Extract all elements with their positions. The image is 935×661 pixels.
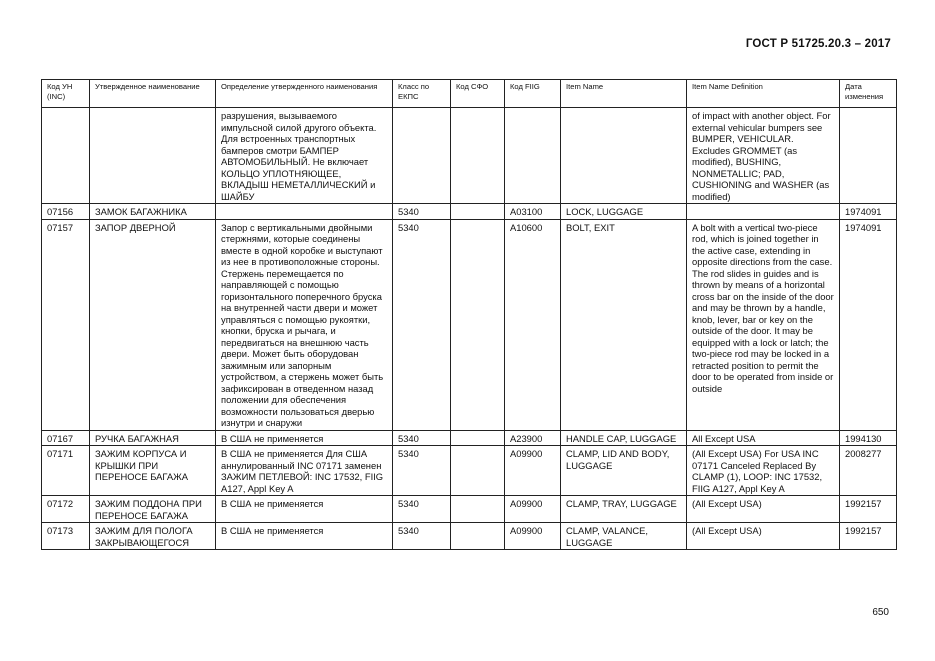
cell-item-name: LOCK, LUGGAGE <box>561 204 687 220</box>
cell-definition-ru: В США не применяется <box>216 523 393 550</box>
cell-inc: 07173 <box>42 523 90 550</box>
header-name-ru: Утвержденное наименование <box>90 80 216 108</box>
cell-date: 2008277 <box>840 446 897 496</box>
header-sfo: Код СФО <box>451 80 505 108</box>
cell-sfo <box>451 430 505 446</box>
cell-inc <box>42 108 90 204</box>
cell-definition-en: (All Except USA) For USA INC 07171 Canceled Replaced By CLAMP (1), LOOP: INC 17532, FIIG A127, Appl Key A <box>687 446 840 496</box>
cell-sfo <box>451 108 505 204</box>
table-row <box>42 446 897 496</box>
cell-fiig <box>505 108 561 204</box>
cell-fiig: A09900 <box>505 496 561 523</box>
table-row <box>42 219 897 430</box>
cell-inc: 07167 <box>42 430 90 446</box>
cell-ekps: 5340 <box>393 446 451 496</box>
cell-definition-en: All Except USA <box>687 430 840 446</box>
cell-inc: 07171 <box>42 446 90 496</box>
cell-definition-ru: В США не применяется <box>216 496 393 523</box>
cell-definition-ru: разрушения, вызываемого импульсной силой другого объекта. Для встроенных транспортных бамперов смотри БАМПЕР АВТОМОБИЛЬНЫЙ. Не включает КОЛЬЦО УПЛОТНЯЮЩЕЕ, ВКЛАДЫШ НЕМЕТАЛЛИЧЕСКИЙ и ШАЙБУ <box>216 108 393 204</box>
cell-ekps: 5340 <box>393 219 451 430</box>
cell-ekps: 5340 <box>393 204 451 220</box>
cell-ekps: 5340 <box>393 523 451 550</box>
cell-name-ru: РУЧКА БАГАЖНАЯ <box>90 430 216 446</box>
cell-sfo <box>451 523 505 550</box>
cell-sfo <box>451 204 505 220</box>
cell-definition-en: A bolt with a vertical two-piece rod, which is joined together in the active case, extending in opposite directions from the case. The rod slides in guides and is thrown by means of a horizontal cross bar on the inside of the door and may be thrown by a handle, knob, lever, bar or key on the outside of the door. It may be equipped with a lock or latch; the two-piece rod may be locked in a retracted position to permit the door to be operated from inside or outside <box>687 219 840 430</box>
cell-fiig: A03100 <box>505 204 561 220</box>
cell-fiig: A23900 <box>505 430 561 446</box>
cell-item-name: BOLT, EXIT <box>561 219 687 430</box>
header-date: Дата изменения <box>840 80 897 108</box>
cell-item-name: CLAMP, TRAY, LUGGAGE <box>561 496 687 523</box>
table-row <box>42 496 897 523</box>
header-item-name: Item Name <box>561 80 687 108</box>
cell-ekps: 5340 <box>393 496 451 523</box>
document-header: ГОСТ Р 51725.20.3 – 2017 <box>745 38 891 50</box>
header-fiig: Код FIIG <box>505 80 561 108</box>
cell-item-name: CLAMP, LID AND BODY, LUGGAGE <box>561 446 687 496</box>
cell-date: 1992157 <box>840 523 897 550</box>
cell-date: 1974091 <box>840 219 897 430</box>
cell-date: 1992157 <box>840 496 897 523</box>
cell-name-ru: ЗАЖИМ ПОДДОНА ПРИ ПЕРЕНОСЕ БАГАЖА <box>90 496 216 523</box>
cell-inc: 07157 <box>42 219 90 430</box>
table-header-row <box>42 80 897 108</box>
cell-definition-ru: Запор с вертикальными двойными стержнями, которые соединены вместе в одной коробке и выступают из нее в противоположные стороны. Стержень перемещается по направляющей с помощью горизонтального поперечного бруска на внутренней части двери и может управляться с помощью рукоятки, кнопки, бруска и рычага, и передвигаться на внешнюю часть двери. Может быть оборудован зажимным или запорным устройством, а стержень может быть зафиксирован в отведенном назад положении для обеспечения возможности пользоваться дверью изнутри и снаружи <box>216 219 393 430</box>
cell-fiig: A10600 <box>505 219 561 430</box>
table-row <box>42 204 897 220</box>
cell-definition-ru <box>216 204 393 220</box>
cell-name-ru: ЗАЖИМ ДЛЯ ПОЛОГА ЗАКРЫВАЮЩЕГОСЯ <box>90 523 216 550</box>
cell-definition-ru: В США не применяется Для США аннулированный INC 07171 заменен ЗАЖИМ ПЕТЛЕВОЙ: INC 17532, FIIG A127, Appl Key A <box>216 446 393 496</box>
cell-sfo <box>451 446 505 496</box>
table-row <box>42 108 897 204</box>
cell-name-ru: ЗАМОК БАГАЖНИКА <box>90 204 216 220</box>
cell-date: 1994130 <box>840 430 897 446</box>
cell-name-ru: ЗАЖИМ КОРПУСА И КРЫШКИ ПРИ ПЕРЕНОСЕ БАГАЖА <box>90 446 216 496</box>
page-number: 650 <box>872 607 889 618</box>
cell-definition-en <box>687 204 840 220</box>
header-ekps: Класс по ЕКПС <box>393 80 451 108</box>
cell-date <box>840 108 897 204</box>
cell-definition-en: (All Except USA) <box>687 523 840 550</box>
header-definition-ru: Определение утвержденного наименования <box>216 80 393 108</box>
cell-ekps <box>393 108 451 204</box>
header-definition-en: Item Name Definition <box>687 80 840 108</box>
cell-fiig: A09900 <box>505 523 561 550</box>
cell-sfo <box>451 496 505 523</box>
cell-item-name <box>561 108 687 204</box>
cell-item-name: CLAMP, VALANCE, LUGGAGE <box>561 523 687 550</box>
header-inc: Код УН (INC) <box>42 80 90 108</box>
cell-name-ru: ЗАПОР ДВЕРНОЙ <box>90 219 216 430</box>
table-row <box>42 430 897 446</box>
nomenclature-table <box>41 79 897 550</box>
table-row <box>42 523 897 550</box>
cell-ekps: 5340 <box>393 430 451 446</box>
cell-inc: 07172 <box>42 496 90 523</box>
cell-fiig: A09900 <box>505 446 561 496</box>
cell-definition-ru: В США не применяется <box>216 430 393 446</box>
cell-name-ru <box>90 108 216 204</box>
cell-definition-en: of impact with another object. For external vehicular bumpers see BUMPER, VEHICULAR. Excludes GROMMET (as modified), BUSHING, NONMETALLIC; PAD, CUSHIONING and WASHER (as modified) <box>687 108 840 204</box>
cell-date: 1974091 <box>840 204 897 220</box>
cell-inc: 07156 <box>42 204 90 220</box>
cell-sfo <box>451 219 505 430</box>
cell-definition-en: (All Except USA) <box>687 496 840 523</box>
cell-item-name: HANDLE CAP, LUGGAGE <box>561 430 687 446</box>
